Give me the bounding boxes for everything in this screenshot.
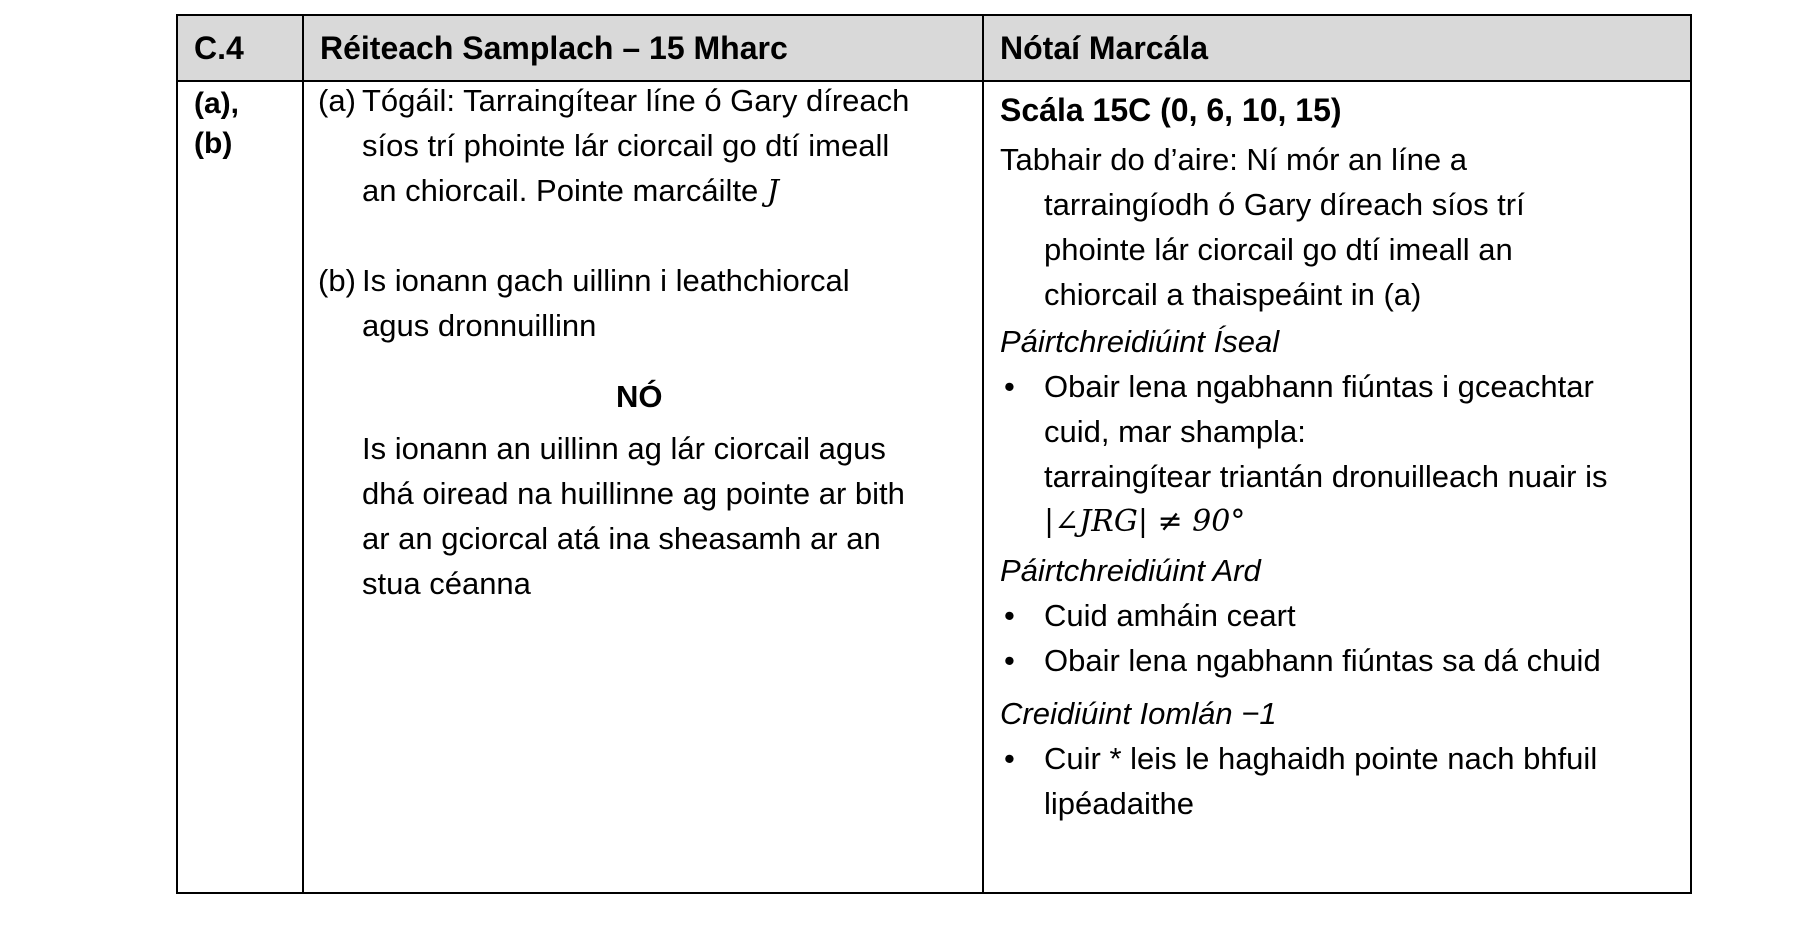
high-partial-credit-list bbox=[1000, 593, 1690, 683]
list-item bbox=[1000, 638, 1690, 683]
bullet-icon: • bbox=[1004, 643, 1015, 678]
question-parts-label bbox=[194, 84, 239, 164]
list-item bbox=[1000, 593, 1690, 638]
low-b1-line-3: tarraingítear triantán dronuilleach nuair is bbox=[1044, 459, 1608, 494]
question-part-a-label: (a), bbox=[194, 87, 239, 120]
marking-scheme-table bbox=[176, 14, 1692, 894]
alt-line-1: Is ionann an uillinn ag lár ciorcail agus bbox=[362, 431, 886, 466]
note-line-2: tarraingíodh ó Gary díreach síos trí bbox=[1044, 187, 1525, 222]
scale-heading: Scála 15C (0, 6, 10, 15) bbox=[1000, 92, 1342, 128]
part-a-tag: (a) bbox=[318, 83, 356, 118]
angle-condition: |∠JRG| ≠ 90° bbox=[1044, 504, 1246, 539]
part-b-tag: (b) bbox=[318, 263, 356, 298]
part-a-line-1: Tógáil: Tarraingítear líne ó Gary díreach bbox=[362, 83, 910, 118]
list-item bbox=[1000, 736, 1690, 826]
part-b-line-1: Is ionann gach uillinn i leathchiorcal bbox=[362, 263, 850, 298]
note-line-1: Tabhair do d’aire: Ní mór an líne a bbox=[1000, 142, 1467, 177]
part-a-line-3-text: an chiorcail. Pointe marcáilte bbox=[362, 173, 767, 208]
low-partial-credit-title: Páirtchreidiúint Íseal bbox=[1000, 324, 1280, 359]
alt-line-3: ar an gciorcal atá ina sheasamh ar an bbox=[362, 521, 881, 556]
full-credit-title: Creidiúint Iomlán −1 bbox=[1000, 696, 1277, 731]
point-j-label: J bbox=[766, 174, 779, 209]
table-header-row bbox=[178, 16, 1690, 82]
high-partial-credit-title: Páirtchreidiúint Ard bbox=[1000, 553, 1261, 588]
column-divider-1 bbox=[302, 16, 304, 892]
alt-line-4: stua céanna bbox=[362, 566, 531, 601]
full-b1-line-2: lipéadaithe bbox=[1044, 786, 1194, 821]
header-question-number: C.4 bbox=[194, 30, 244, 66]
solution-part-b bbox=[318, 258, 978, 348]
question-part-b-label: (b) bbox=[194, 127, 233, 160]
bullet-icon: • bbox=[1004, 598, 1015, 633]
solution-alternative bbox=[318, 426, 978, 606]
or-label: NÓ bbox=[616, 379, 663, 414]
part-b-line-2: agus dronnuillinn bbox=[362, 308, 597, 343]
note-line-4: chiorcail a thaispeáint in (a) bbox=[1044, 277, 1422, 312]
high-b1: Cuid amháin ceart bbox=[1044, 598, 1296, 633]
low-partial-credit-list bbox=[1000, 364, 1690, 544]
bullet-icon: • bbox=[1004, 369, 1015, 404]
part-a-line-2: síos trí phointe lár ciorcail go dtí imeall bbox=[362, 128, 890, 163]
header-sample-solution: Réiteach Samplach – 15 Mharc bbox=[320, 30, 788, 66]
low-b1-line-2: cuid, mar shampla: bbox=[1044, 414, 1306, 449]
list-item bbox=[1000, 364, 1690, 544]
part-a-line-3 bbox=[362, 168, 978, 214]
column-divider-2 bbox=[982, 16, 984, 892]
high-b2: Obair lena ngabhann fiúntas sa dá chuid bbox=[1044, 643, 1601, 678]
solution-part-a bbox=[318, 78, 978, 214]
low-b1-line-1: Obair lena ngabhann fiúntas i gceachtar bbox=[1044, 369, 1594, 404]
bullet-icon: • bbox=[1004, 741, 1015, 776]
attention-note bbox=[1000, 137, 1690, 317]
marking-notes bbox=[1000, 88, 1690, 826]
alt-line-2: dhá oiread na huillinne ag pointe ar bith bbox=[362, 476, 905, 511]
header-marking-notes: Nótaí Marcála bbox=[1000, 30, 1209, 66]
full-b1-line-1: Cuir * leis le haghaidh pointe nach bhfuil bbox=[1044, 741, 1598, 776]
note-line-3: phointe lár ciorcail go dtí imeall an bbox=[1044, 232, 1513, 267]
full-credit-list bbox=[1000, 736, 1690, 826]
